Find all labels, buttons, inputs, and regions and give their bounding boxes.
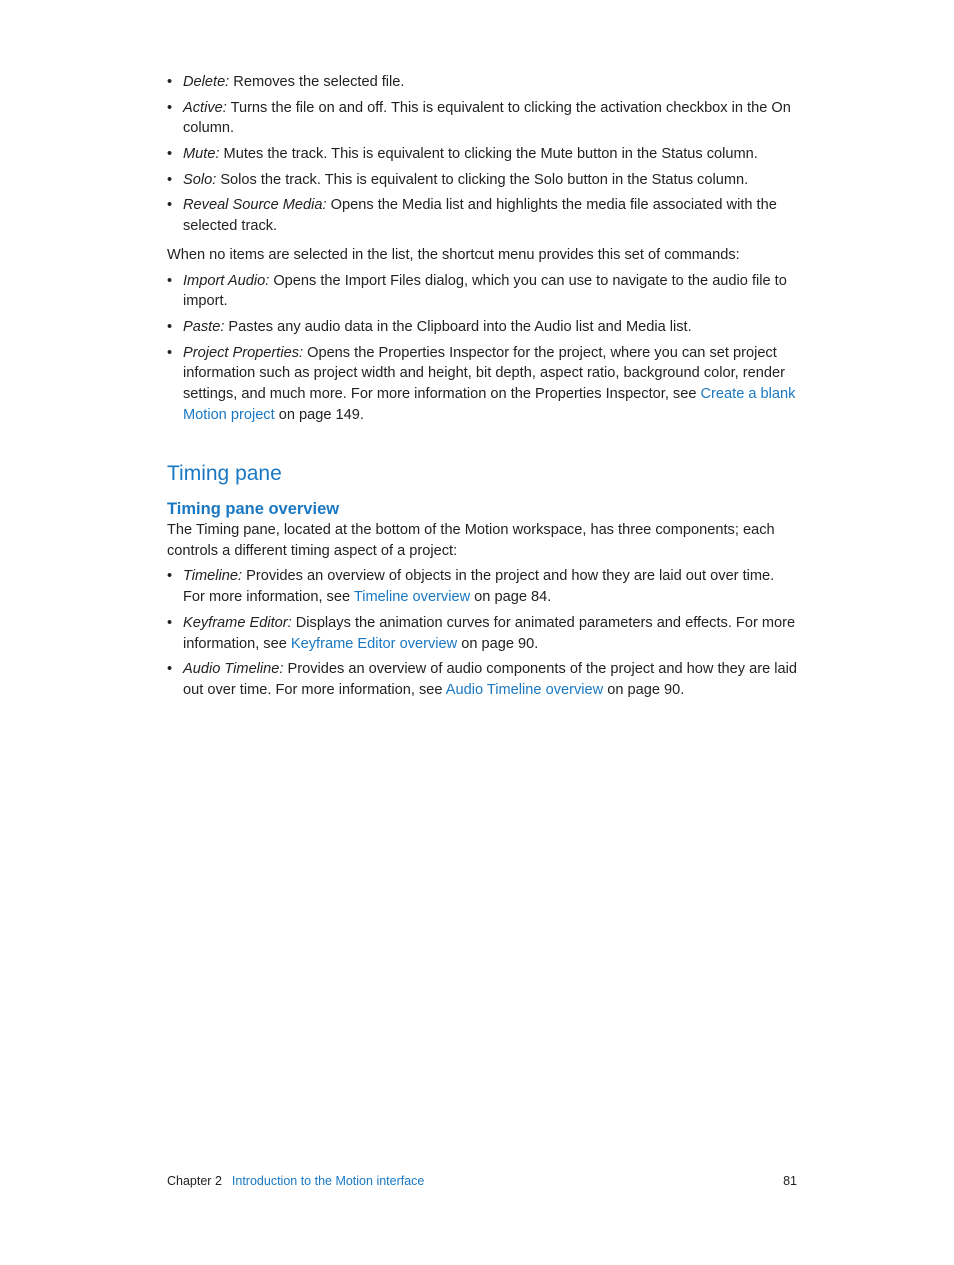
- bullet: •: [167, 318, 173, 335]
- desc-timeline: Provides an overview of objects in the project and how they are laid out over time. For more information, see: [183, 568, 775, 606]
- paragraph-timing-pane: The Timing pane, located at the bottom of the Motion workspace, has three components; each controls a different timing aspect of a project:: [167, 521, 775, 559]
- desc-keyframe-editor-page: on page 90.: [457, 635, 539, 652]
- paragraph-no-items-selected: When no items are selected in the list, the shortcut menu provides this set of commands:: [167, 246, 740, 263]
- link-create-blank-motion-project[interactable]: Create a blank Motion project: [183, 386, 796, 423]
- bullet: •: [167, 99, 173, 116]
- bullet: •: [167, 568, 173, 585]
- desc-import-audio: Opens the Import Files dialog, which you can use to navigate to the audio file to import.: [183, 272, 787, 310]
- term-mute: Mute:: [183, 145, 220, 162]
- term-project-properties: Project Properties:: [183, 344, 304, 361]
- footer-chapter-title-link[interactable]: Introduction to the Motion interface: [231, 1174, 425, 1188]
- desc-solo: Solos the track. This is equivalent to clicking the Solo button in the Status column.: [216, 171, 749, 188]
- bullet: •: [167, 74, 173, 90]
- desc-timeline-page: on page 84.: [470, 589, 552, 606]
- footer-chapter: Chapter 2: [167, 1174, 222, 1188]
- desc-delete: Removes the selected file.: [229, 74, 405, 90]
- list-item-solo: [167, 170, 799, 191]
- page-footer: [167, 1172, 797, 1190]
- link-audio-timeline-overview[interactable]: Audio Timeline overview: [445, 681, 604, 698]
- desc-mute: Mutes the track. This is equivalent to clicking the Mute button in the Status column.: [219, 145, 758, 162]
- desc-audio-timeline-page: on page 90.: [603, 681, 685, 698]
- bullet: •: [167, 197, 173, 214]
- no-selection-commands-list: [167, 271, 799, 426]
- list-item-paste: [167, 317, 799, 338]
- footer-page-number: 81: [783, 1174, 797, 1188]
- bullet: •: [167, 614, 173, 631]
- list-item-import-audio: [167, 271, 799, 313]
- page-content: [167, 72, 799, 706]
- bullet: •: [167, 272, 173, 289]
- selected-file-commands-list: [167, 72, 799, 237]
- heading-timing-pane-overview: Timing pane overview: [167, 499, 340, 518]
- list-item-active: [167, 98, 799, 140]
- heading-timing-pane: Timing pane: [167, 461, 282, 485]
- bullet: •: [167, 145, 173, 162]
- desc-project-properties-page: on page 149.: [274, 406, 364, 423]
- term-timeline: Timeline:: [183, 568, 243, 585]
- term-paste: Paste:: [183, 318, 225, 335]
- bullet: •: [167, 344, 173, 361]
- term-import-audio: Import Audio:: [183, 272, 270, 289]
- list-item-mute: [167, 144, 799, 165]
- link-timeline-overview[interactable]: Timeline overview: [353, 589, 471, 606]
- list-item-reveal-source-media: [167, 195, 799, 237]
- term-solo: Solo:: [183, 171, 217, 188]
- term-delete: Delete:: [183, 74, 230, 90]
- list-item-timeline: [167, 566, 799, 608]
- link-keyframe-editor-overview[interactable]: Keyframe Editor overview: [290, 635, 458, 652]
- list-item-project-properties: [167, 343, 799, 426]
- term-active: Active:: [183, 99, 227, 116]
- list-item-keyframe-editor: [167, 613, 799, 655]
- term-audio-timeline: Audio Timeline:: [183, 661, 284, 678]
- list-item-audio-timeline: [167, 659, 799, 701]
- term-keyframe-editor: Keyframe Editor:: [183, 614, 292, 631]
- list-item-delete: [167, 72, 799, 93]
- desc-active: Turns the file on and off. This is equivalent to clicking the activation checkbox in the On column.: [183, 99, 791, 137]
- desc-paste: Pastes any audio data in the Clipboard into the Audio list and Media list.: [224, 318, 692, 335]
- desc-project-properties: Opens the Properties Inspector for the project, where you can set project information such as project width and height, bit depth, aspect ratio, background color, render settings, and much more. For more information on the Properties Inspector, see: [183, 344, 785, 403]
- bullet: •: [167, 171, 173, 188]
- desc-keyframe-editor: Displays the animation curves for animated parameters and effects. For more information, see: [183, 614, 796, 652]
- timing-components-list: [167, 566, 799, 700]
- term-reveal-source-media: Reveal Source Media:: [183, 197, 327, 214]
- desc-audio-timeline: Provides an overview of audio components of the project and how they are laid out over time. For more information, see: [183, 661, 797, 698]
- bullet: •: [167, 661, 173, 678]
- desc-reveal-source-media: Opens the Media list and highlights the media file associated with the selected track.: [183, 197, 777, 234]
